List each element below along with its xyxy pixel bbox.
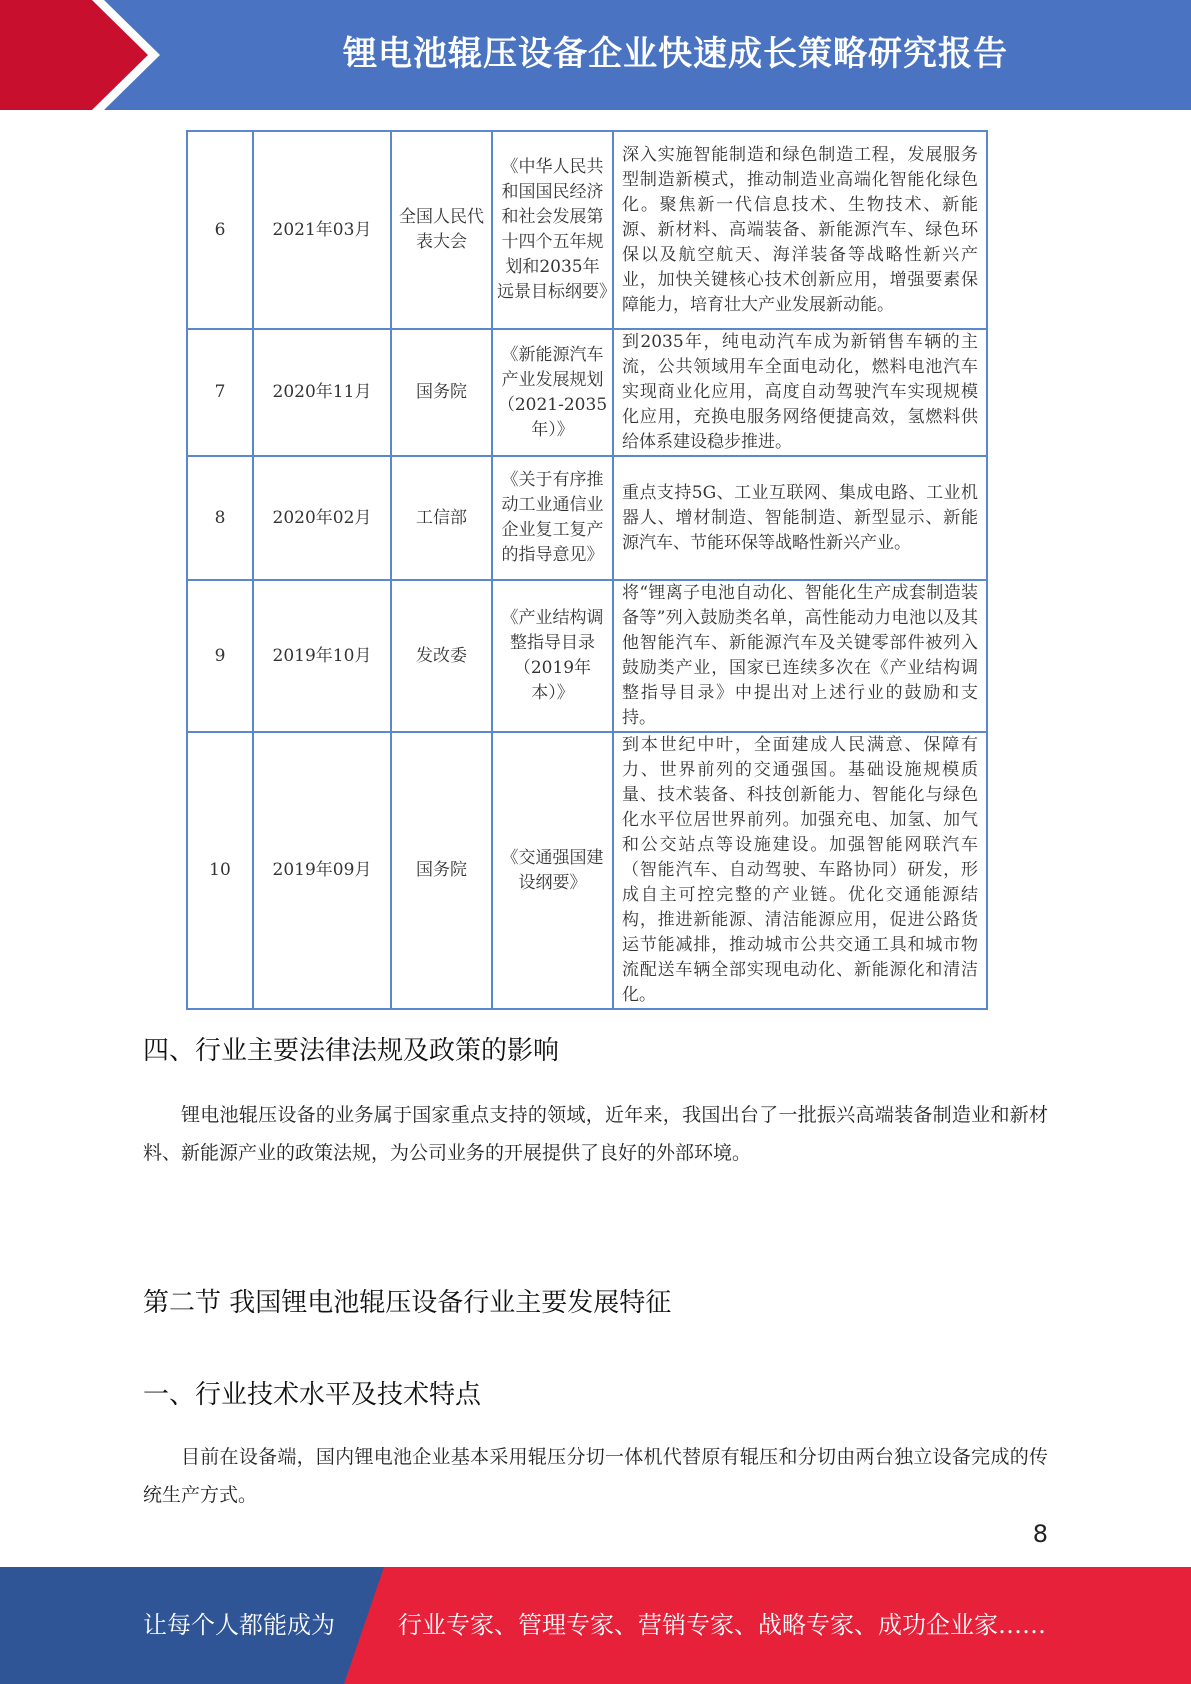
body-paragraph: 目前在设备端，国内锂电池企业基本采用辊压分切一体机代替原有辊压和分切由两台独立设备完成的传统生产方式。	[143, 1446, 1048, 1506]
row-document: 《产业结构调整指导目录（2019年本）》	[492, 580, 613, 732]
row-number: 8	[187, 456, 253, 580]
footer-slogan-right: 行业专家、管理专家、营销专家、战略专家、成功企业家……	[398, 1611, 1046, 1639]
row-issuer: 全国人民代表大会	[391, 131, 492, 329]
report-title: 锂电池辊压设备企业快速成长策略研究报告	[343, 34, 1008, 74]
row-date: 2019年09月	[253, 732, 391, 1009]
footer-slogan-left: 让每个人都能成为	[143, 1611, 335, 1639]
subsection-heading: 一、行业技术水平及技术特点	[143, 1380, 482, 1410]
row-number: 10	[187, 732, 253, 1009]
row-date: 2021年03月	[253, 131, 391, 329]
row-number: 6	[187, 131, 253, 329]
table-row	[187, 131, 987, 329]
table-row	[187, 456, 987, 580]
row-content: 到2035年，纯电动汽车成为新销售车辆的主流，公共领域用车全面电动化，燃料电池汽车实现商业化应用，高度自动驾驶汽车实现规模化应用，充换电服务网络便捷高效，氢燃料供给体系建设稳步推进。	[613, 329, 987, 456]
header-arrow-icon	[0, 0, 160, 110]
row-issuer: 国务院	[391, 732, 492, 1009]
row-content: 将“锂离子电池自动化、智能化生产成套制造装备等”列入鼓励类名单，高性能动力电池以及其他智能汽车、新能源汽车及关键零部件被列入鼓励类产业，国家已连续多次在《产业结构调整指导目录》中提出对上述行业的鼓励和支持。	[613, 580, 987, 732]
row-date: 2020年02月	[253, 456, 391, 580]
page-header	[0, 0, 1191, 110]
row-document: 《新能源汽车产业发展规划（2021-2035年）》	[492, 329, 613, 456]
chapter-heading: 第二节 我国锂电池辊压设备行业主要发展特征	[143, 1288, 672, 1318]
row-document: 《关于有序推动工业通信业企业复工复产的指导意见》	[492, 456, 613, 580]
table-row	[187, 580, 987, 732]
row-content: 重点支持5G、工业互联网、集成电路、工业机器人、增材制造、智能制造、新型显示、新能源汽车、节能环保等战略性新兴产业。	[613, 456, 987, 580]
row-date: 2019年10月	[253, 580, 391, 732]
table-row	[187, 329, 987, 456]
table-row	[187, 732, 987, 1009]
row-number: 7	[187, 329, 253, 456]
row-document: 《中华人民共和国国民经济和社会发展第十四个五年规划和2035年远景目标纲要》	[492, 131, 613, 329]
row-number: 9	[187, 580, 253, 732]
row-issuer: 工信部	[391, 456, 492, 580]
row-issuer: 发改委	[391, 580, 492, 732]
row-issuer: 国务院	[391, 329, 492, 456]
policy-table	[186, 130, 988, 1010]
page-footer	[0, 1567, 1191, 1684]
row-content: 深入实施智能制造和绿色制造工程，发展服务型制造新模式，推动制造业高端化智能化绿色化。聚焦新一代信息技术、生物技术、新能源、新材料、高端装备、新能源汽车、绿色环保以及航空航天、海洋装备等战略性新兴产业，加快关键核心技术创新应用，增强要素保障能力，培育壮大产业发展新动能。	[613, 131, 987, 329]
page-number: 8	[1032, 1520, 1048, 1548]
row-document: 《交通强国建设纲要》	[492, 732, 613, 1009]
section-heading: 四、行业主要法律法规及政策的影响	[143, 1036, 560, 1066]
body-paragraph: 锂电池辊压设备的业务属于国家重点支持的领域，近年来，我国出台了一批振兴高端装备制造业和新材料、新能源产业的政策法规，为公司业务的开展提供了良好的外部环境。	[143, 1104, 1048, 1164]
row-content: 到本世纪中叶，全面建成人民满意、保障有力、世界前列的交通强国。基础设施规模质量、技术装备、科技创新能力、智能化与绿色化水平位居世界前列。加强充电、加氢、加气和公交站点等设施建设。加强智能网联汽车（智能汽车、自动驾驶、车路协同）研发，形成自主可控完整的产业链。优化交通能源结构，推进新能源、清洁能源应用，促进公路货运节能减排，推动城市公共交通工具和城市物流配送车辆全部实现电动化、新能源化和清洁化。	[613, 732, 987, 1009]
row-date: 2020年11月	[253, 329, 391, 456]
